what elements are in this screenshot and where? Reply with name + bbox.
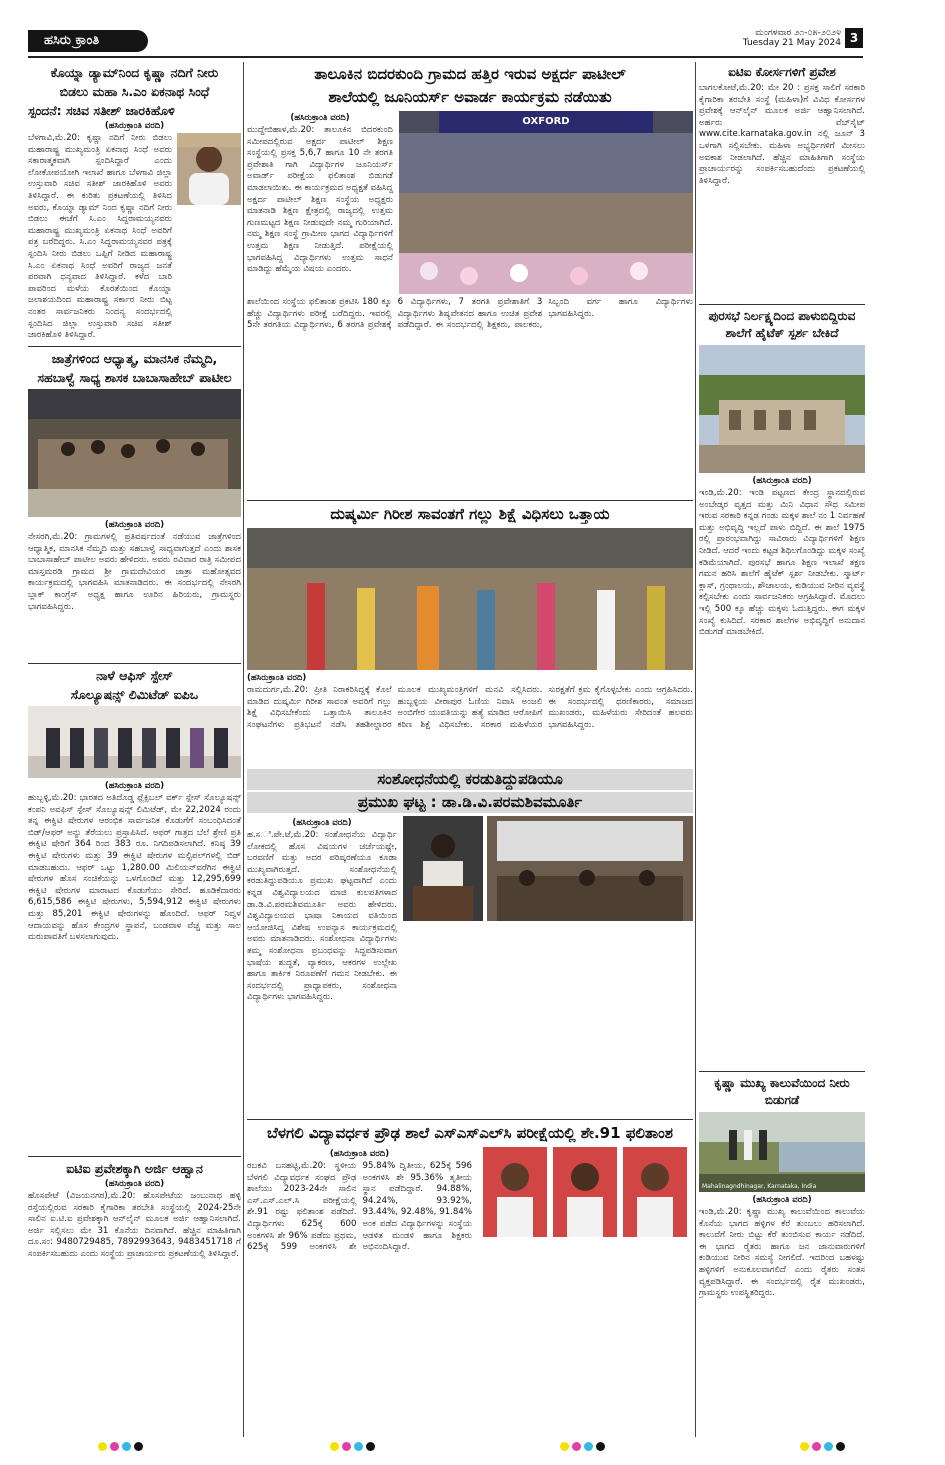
topper-students-photo (477, 1147, 693, 1237)
divider (699, 1071, 865, 1072)
seminar-stage-photo (487, 816, 693, 921)
article-ipo-text: ಹುಬ್ಬಳ್ಳಿ,ಮೆ.20: ಭಾರತದ ಅತಿದೊಡ್ಡ ಫ್ಲೆಕ್ಸಿಬಲ್ ವರ್ಕ್ ಸ್ಪೇಸ್ ಸೊಲ್ಯೂಷನ್ಸ್ ಕಂಪನಿ ಅವಫಿಸ್ ಸ್ಪೇಸ್ ಸೊಲ್ಯೂಷನ್ಸ್ ಲಿಮಿಟೆಡ್, ಮೇ 22,2024 ರಂದು ತನ್ನ ಈಕ್ವಿಟಿ ಷೇರುಗಳ ಆರಂಭಿಕ ಸಾರ್ವಜನಿಕ ಕೊಡುಗೆಗೆ ಸಂಬಂಧಿಸಿದಂತೆ ಬಿಡ್/ಆಫರ್ ಅನ್ನು ತೆರೆಯಲು ಪ್ರಸ್ತಾಪಿಸಿದೆ. ಆಫರ್ ಗಾತ್ರದ ಬೆಲೆ ಶ್ರೇಣಿ ಪ್ರತಿ ಈಕ್ವಿಟಿ ಷೇರಿಗೆ 364 ರಿಂದ 383 ರೂ. ನಿಗದಿಪಡಿಸಲಾಗಿದೆ. ಕನಿಷ್ಠ 39 ಈಕ್ವಿಟಿ ಷೇರುಗಳು ಮತ್ತು 39 ಈಕ್ವಿಟಿ ಷೇರುಗಳ ಮಲ್ಟಿಪಲ್‌ಗಳಲ್ಲಿ ಬಿಡ್ ಮಾಡಬಹುದು. ಆಫರ್ ಒಟ್ಟು 1,280.00 ಮಿಲಿಯನ್‌ವರೆಗಿನ ಈಕ್ವಿಟಿ ಷೇರುಗಳ ಹೊಸ ಸಂಚಿಕೆಯನ್ನು ಒಳಗೊಂಡಿದೆ ಮತ್ತು 12,295,699 ಈಕ್ವಿಟಿ ಷೇರುಗಳ ಮಾರಾಟದ ಕೊಡುಗೆಯು ಸೇರಿದೆ. ಹೂಡಿಕೆದಾರರು 6,615,586 ಈಕ್ವಿಟಿ ಷೇರುಗಳು, 5,594,912 ಈಕ್ವಿಟಿ ಷೇರುಗಳು ಮತ್ತು 85,201 ಈಕ್ವಿಟಿ ಷೇರುಗಳನ್ನು ಹೊಂದಿದೆ. ಆಫರ್ ನಿವ್ವಳ ಆದಾಯವನ್ನು ಹೊಸ ಕೇಂದ್ರಗಳ ಸ್ಥಾಪನೆ, ಬಂಡವಾಳ ವೆಚ್ಚ ಮತ್ತು ಸಾಲ ಮರುಪಾವತಿಗೆ ಬಳಸಲಾಗುವುದು. (28, 793, 241, 943)
article-award-text-b: ಶಾಲೆಯಿಂದ ಸಂಸ್ಥೆಯ ಫಲಿತಾಂಶ ಪ್ರಕಟಿಸಿ 180 ಕ್ಕೂ ಹೆಚ್ಚು ವಿದ್ಯಾರ್ಥಿಗಳು ಪರೀಕ್ಷೆ ಬರೆದಿದ್ದರು. ಇವರಲ್ಲಿ 5ನೇ ತರಗತಿಯ ವಿದ್ಯಾರ್ಥಿಗಳು, 6 ತರಗತಿ ಪ್ರವೇಶಕ್ಕೆ 6 ವಿದ್ಯಾರ್ಥಿಗಳು, 7 ತರಗತಿ ಪ್ರವೇಶಾತಿಗೆ 3 ವಿದ್ಯಾರ್ಥಿಗಳು ಶಿಷ್ಯವೇತನದ ಹಾಗೂ ಉಚಿತ ಪ್ರವೇಶ ಪಡೆದಿದ್ದಾರೆ. ಈ ಸಂದರ್ಭದಲ್ಲಿ ಶಿಕ್ಷಕರು, ಪಾಲಕರು, ಸಿಬ್ಬಂದಿ ವರ್ಗ ಹಾಗೂ ವಿದ್ಯಾರ್ಥಿಗಳು ಭಾಗವಹಿಸಿದ್ದರು. (247, 297, 693, 331)
headline-protest: ದುಷ್ಕರ್ಮಿ ಗಿರೀಶ ಸಾವಂತಗೆ ಗಲ್ಲು ಶಿಕ್ಷೆ ವಿಧಿಸಲು ಒತ್ತಾಯ (330, 505, 610, 523)
print-registration-marks (800, 1442, 845, 1452)
divider (28, 663, 241, 664)
headline-research-2: ಪ್ರಮುಖ ಘಟ್ಟ : ಡಾ.ಡಿ.ವಿ.ಪರಮಶಿವಮೂರ್ತಿ (247, 792, 693, 813)
divider (28, 346, 241, 347)
newspaper-title: ಹಸಿರು ಕ್ರಾಂತಿ (28, 30, 148, 52)
masthead (28, 28, 863, 54)
protest-photo (247, 528, 693, 670)
column-center (247, 62, 693, 1322)
byline: (ಹಸಿರುಕ್ರಾಂತಿ ವರದಿ) (104, 121, 165, 131)
print-registration-marks (98, 1442, 143, 1452)
award-article-top (247, 111, 693, 294)
byline: (ಹಸಿರುಕ್ರಾಂತಿ ವರದಿ) (752, 1195, 812, 1205)
column-divider (695, 62, 696, 1437)
divider (247, 500, 693, 501)
byline: (ಹಸಿರುಕ್ರಾಂತಿ ವರದಿ) (104, 520, 165, 530)
date-english: Tuesday 21 May 2024 (742, 38, 841, 48)
divider (28, 1156, 241, 1157)
minister-photo (177, 133, 241, 205)
article-iti-application-text: ಹೊಸಪೇಟೆ (ವಿಜಯನಗರ),ಮೆ.20: ಹೊಸಪೇಟೆಯ ಜಂಬುನಾಥ ಹಳ್ಳಿ ರಸ್ತೆಯಲ್ಲಿರುವ ಸರಕಾರಿ ಕೈಗಾರಿಕಾ ತರಬೇತಿ ಸಂಸ್ಥೆಯಲ್ಲಿ 2024-25ನೇ ಸಾಲಿನ ಐ.ಟಿ.ಐ ಪ್ರವೇಶಕ್ಕಾಗಿ ಆನ್‌ಲೈನ್ ಮೂಲಕ ಅರ್ಜಿ ಆಹ್ವಾನಿಸಲಾಗಿದೆ. ಅರ್ಜಿ ಸಲ್ಲಿಸಲು ಮೇ 31 ಕೊನೆಯ ದಿನವಾಗಿದೆ. ಹೆಚ್ಚಿನ ಮಾಹಿತಿಗಾಗಿ ದೂ.ಸಂ: 9480729485, 7892993643, 9483451718 ಗೆ ಸಂಪರ್ಕಿಸಬಹುದು ಎಂದು ಸಂಸ್ಥೆಯ ಪ್ರಾಚಾರ್ಯರು ಪ್ರಕಟಣೆಯಲ್ಲಿ ತಿಳಿಸಿದ್ದಾರೆ. (28, 1191, 241, 1259)
article-krishna-canal-text: ಇಂಡಿ,ಮೆ.20: ಕೃಷ್ಣಾ ಮುಖ್ಯ ಕಾಲುವೆಯಿಂದ ಕಾಲುವೆಯ ಕೊನೆಯ ಭಾಗದ ಹಳ್ಳಿಗಳ ಕೆರೆ ತುಂಬಲು ಹರಿಸಲಾಗಿದೆ. ಕಾಲುವೆಗೆ ನೀರು ಬಿಟ್ಟು ಕೆರೆ ತುಂಬಿಸುವ ಕಾರ್ಯ ನಡೆದಿದೆ. ಈ ಭಾಗದ ರೈತರು ಹಾಗೂ ಜನ ಜಾನುವಾರುಗಳಿಗೆ ಕುಡಿಯುವ ನೀರಿನ ಸಮಸ್ಯೆ ನೀಗಲಿದೆ. ಇದರಿಂದ ಬಹಳಷ್ಟು ಹಳ್ಳಿಗಳಿಗೆ ಅನುಕೂಲವಾಗಲಿದೆ ಎಂದು ರೈತರು ಸಂತಸ ವ್ಯಕ್ತಪಡಿಸಿದ್ದಾರೆ. ಈ ಸಂದರ್ಭದಲ್ಲಿ ರೈತ ಮುಖಂಡರು, ಗ್ರಾಮಸ್ಥರು ಉಪಸ್ಥಿತರಿದ್ದರು. (699, 1207, 865, 1299)
column-divider (243, 62, 244, 1437)
speaker-photo (403, 816, 483, 921)
article-jatre-text: ನೇಸರಗಿ,ಮೆ.20: ಗ್ರಾಮಗಳಲ್ಲಿ ಪ್ರತಿವರ್ಷದಂತೆ ನಡೆಯುವ ಜಾತ್ರೆಗಳಿಂದ ಆಧ್ಯಾತ್ಮಿಕ, ಮಾನಸಿಕ ನೆಮ್ಮದಿ ಮತ್ತು ಸಹಬಾಳ್ವೆ ಸಾಧ್ಯವಾಗುತ್ತದೆ ಎಂದು ಶಾಸಕ ಬಾಬಾಸಾಹೇಬ್ ಪಾಟೀಲ ಅವರು ಹೇಳಿದರು. ಅವರು ರವಿವಾರ ರಾತ್ರಿ ಸಮೀಪದ ಮಾಸ್ತಮರಡಿ ಗ್ರಾಮದ ಶ್ರೀ ಗ್ರಾಮದೇವಿಯರ ಜಾತ್ರಾ ಮಹೋತ್ಸವದ ಕಾರ್ಯಕ್ರಮದಲ್ಲಿ ಭಾಗವಹಿಸಿ ಮಾತನಾಡಿದರು. ಈ ಸಂದರ್ಭದಲ್ಲಿ ನೇಸರಗಿ ಬ್ಲಾಕ್ ಕಾಂಗ್ರೆಸ್ ಅಧ್ಯಕ್ಷ ಹಾಗೂ ಊರಿನ ಹಿರಿಯರು, ಗ್ರಾಮಸ್ಥರು ಭಾಗವಹಿಸಿದ್ದರು. (28, 532, 241, 612)
byline: (ಹಸಿರುಕ್ರಾಂತಿ ವರದಿ) (104, 781, 165, 791)
research-article (247, 816, 693, 1116)
date-kannada: ಮಂಗಳವಾರ ೨೧-೦೫-೨೦೨೪ (755, 28, 841, 38)
article-research-text: ಹ.ಸ.ಿ.ಪೇ.ಟೆ,ಮೆ.20: ಸಂಶೋಧನೆಯ ವಿದ್ಯಾರ್ಥಿ ಲೋಕದಲ್ಲಿ ಹೊಸ ವಿಷಯಗಳ ಚರ್ಚೆಯಷ್ಟೇ, ಬರವಣಿಗೆ ಮತ್ತು ಅದರ ಪರಿಷ್ಕರಣೆಯೂ ಕೂಡಾ ಮುಖ್ಯವಾಗಿರುತ್ತದೆ. ಸಂಶೋಧನೆಯಲ್ಲಿ ಕರಡುತಿದ್ದುಪಡಿಯೂ ಪ್ರಮುಖ ಘಟ್ಟವಾಗಿದೆ ಎಂದು ಕನ್ನಡ ವಿಶ್ವವಿದ್ಯಾಲಯದ ಮಾಜಿ ಕುಲಪತಿಗಳಾದ ಡಾ.ಡಿ.ವಿ.ಪರಮಶಿವಮೂರ್ತಿ ಅವರು ಹೇಳಿದರು. ವಿಶ್ವವಿದ್ಯಾಲಯದ ಭಾಷಾ ನಿಕಾಯದ ವತಿಯಿಂದ ಆಯೋಜಿಸಿದ್ದ ವಿಶೇಷ ಉಪನ್ಯಾಸ ಕಾರ್ಯಕ್ರಮದಲ್ಲಿ ಅವರು ಮಾತನಾಡಿದರು. ಸಂಶೋಧನಾ ವಿದ್ಯಾರ್ಥಿಗಳು ತಮ್ಮ ಸಂಶೋಧನಾ ಪ್ರಬಂಧವನ್ನು ಸಿದ್ಧಪಡಿಸುವಾಗ ಭಾಷೆಯ ಶುದ್ಧತೆ, ವ್ಯಾಕರಣ, ಆಕರಗಳ ಉಲ್ಲೇಖ ಹಾಗೂ ತಾರ್ಕಿಕ ನಿರೂಪಣೆಗೆ ಗಮನ ನೀಡಬೇಕು. ಈ ಸಂದರ್ಭದಲ್ಲಿ ಪ್ರಾಧ್ಯಾಪಕರು, ಸಂಶೋಧನಾ ವಿದ್ಯಾರ್ಥಿಗಳು ಭಾಗವಹಿಸಿದ್ದರು. (247, 830, 397, 1003)
canal-photo (699, 1112, 865, 1192)
print-registration-marks (560, 1442, 605, 1452)
byline: (ಹಸಿರುಕ್ರಾಂತಿ ವರದಿ) (104, 1179, 165, 1189)
banner-text: OXFORD (522, 116, 570, 127)
headline-iti-courses: ಐಟಿಐ ಕೋರ್ಸಗಳಿಗೆ ಪ್ರವೇಶ (728, 65, 836, 79)
headline-school-neglect: ಪುರಸಭೆ ನಿರ್ಲಕ್ಷ್ಯದಿಂದ ಪಾಳುಬಿದ್ದಿರುವ ಶಾಲೆಗೆ ಹೈಟೆಕ್ ಸ್ಪರ್ಶ ಬೇಕಿದೆ (708, 309, 856, 340)
article-school-neglect-text: ಇಂಡಿ,ಮೆ.20: ಇಂಡಿ ಪಟ್ಟಣದ ಕೇಂದ್ರ ಸ್ಥಾನದಲ್ಲಿರುವ ಅಂಬೇಡ್ಕರ ವೃತ್ತದ ಮತ್ತು ಮಿನಿ ವಿಧಾನ ಸೌಧ ಸಮೀಪ ಇರುವ ಸರಕಾರಿ ಕನ್ನಡ ಗಂಡು ಮಕ್ಕಳ ಶಾಲೆ ನಂ 1 ನಿರ್ವಹಣೆ ಮತ್ತು ಅಭಿವೃದ್ಧಿ ಇಲ್ಲದೆ ಪಾಳು ಬಿದ್ದಿದೆ. ಈ ಶಾಲೆ 1975 ರಲ್ಲಿ ಪ್ರಾರಂಭವಾಗಿದ್ದು ಸಾವಿರಾರು ವಿದ್ಯಾರ್ಥಿಗಳಿಗೆ ಶಿಕ್ಷಣ ನೀಡಿದೆ. ಆದರೆ ಇಂದು ಕಟ್ಟಡ ಶಿಥಿಲಗೊಂಡಿದ್ದು ಮಕ್ಕಳ ಸಂಖ್ಯೆ ಕಡಿಮೆಯಾಗಿದೆ. ಪುರಸಭೆ ಹಾಗೂ ಶಿಕ್ಷಣ ಇಲಾಖೆ ತಕ್ಷಣ ಗಮನ ಹರಿಸಿ ಶಾಲೆಗೆ ಹೈಟೆಕ್ ಸ್ಪರ್ಶ ನೀಡಬೇಕು. ಸ್ಮಾರ್ಟ್ ಕ್ಲಾಸ್, ಗ್ರಂಥಾಲಯ, ಶೌಚಾಲಯ, ಕುಡಿಯುವ ನೀರಿನ ವ್ಯವಸ್ಥೆ ಕಲ್ಪಿಸಬೇಕು ಎಂದು ಸಾರ್ವಜನಿಕರು ಆಗ್ರಹಿಸಿದ್ದಾರೆ. ಮೊದಲು ಇಲ್ಲಿ 500 ಕ್ಕೂ ಹೆಚ್ಚು ಮಕ್ಕಳು ಓದುತ್ತಿದ್ದರು. ಈಗ ಮಕ್ಕಳ ಸಂಖ್ಯೆ ಕುಸಿದಿದೆ. ಸರಕಾರ ಶಾಲೆಗಳ ಅಭಿವೃದ್ಧಿಗೆ ಅನುದಾನ ಬಿಡುಗಡೆ ಮಾಡಬೇಕಿದೆ. (699, 488, 865, 638)
headline-research-1: ಸಂಶೋಧನೆಯಲ್ಲಿ ಕರಡುತಿದ್ದುಪಡಿಯೂ (247, 769, 693, 790)
byline: (ಹಸಿರುಕ್ರಾಂತಿ ವರದಿ) (752, 476, 812, 486)
masthead-date (743, 28, 841, 48)
article-award-text-a: ಮುದ್ದೇಬಿಹಾಳ,ಮೆ.20: ತಾಲೂಕಿನ ಬಿದರಕುಂದಿ ಸಮೀಪದಲ್ಲಿರುವ ಅಕ್ಷರ್ದ ಪಾಟೀಲ್ ಶಿಕ್ಷಣ ಸಂಸ್ಥೆಯಲ್ಲಿ ಪ್ರಸಕ್ತ 5,6,7 ಹಾಗೂ 10 ನೇ ತರಗತಿ ಪ್ರವೇಶಾತಿ ಗಾಗಿ ವಿದ್ಯಾರ್ಥಿಗಳ ಜೂನಿಯರ್ಸ್ ಅವಾರ್ಡ್ ಪರೀಕ್ಷೆಯ ಫಲಿತಾಂಶ ಬಿಡುಗಡೆ ಮಾಡಲಾಯಿತು. ಈ ಕಾರ್ಯಕ್ರಮದ ಅಧ್ಯಕ್ಷತೆ ವಹಿಸಿದ್ದ ಅಕ್ಷರ್ದ ಪಾಟೀಲ್ ಶಿಕ್ಷಣ ಸಂಸ್ಥೆಯ ಅಧ್ಯಕ್ಷರು ಮಾತನಾಡಿ ಶಿಕ್ಷಣ ಕ್ಷೇತ್ರದಲ್ಲಿ ರಾಜ್ಯದಲ್ಲಿ ಉತ್ತಮ ಗುಣಮಟ್ಟದ ಶಿಕ್ಷಣ ನೀಡುವುದೇ ನಮ್ಮ ಗುರಿಯಾಗಿದೆ. ನಮ್ಮ ಶಿಕ್ಷಣ ಸಂಸ್ಥೆ ಗ್ರಾಮೀಣ ಭಾಗದ ವಿದ್ಯಾರ್ಥಿಗಳಿಗೆ ಉತ್ತಮ ಶಿಕ್ಷಣ ನೀಡುತ್ತಿದೆ. ಪರೀಕ್ಷೆಯಲ್ಲಿ ಭಾಗವಹಿಸಿದ್ದ ವಿದ್ಯಾರ್ಥಿಗಳು ಉತ್ತಮ ಸಾಧನೆ ಮಾಡಿದ್ದು ಹೆಮ್ಮೆಯ ವಿಷಯ ಎಂದರು. (247, 125, 393, 275)
article-iti-courses-text: ಬಾಗಲಕೋಟೆ,ಮೆ.20: ಮೇ 20 : ಪ್ರಸಕ್ತ ಸಾಲಿಗೆ ಸರಕಾರಿ ಕೈಗಾರಿಕಾ ತರಬೇತಿ ಸಂಸ್ಥೆ (ಮಹಿಳಾ)ಗೆ ವಿವಿಧ ಕೋರ್ಸಗಳ ಪ್ರವೇಶಕ್ಕೆ ಆನ್‌ಲೈನ್ ಮೂಲಕ ಅರ್ಜಿ ಆಹ್ವಾನಿಸಲಾಗಿದೆ. ಅರ್ಹರು ವೆಬ್‌ಸೈಟ್ www.cite.karnataka.gov.in ನಲ್ಲಿ ಜೂನ್ 3 ಒಳಗಾಗಿ ಸಲ್ಲಿಸಬೇಕು. ಮಹಿಳಾ ಅಭ್ಯರ್ಥಿಗಳಿಗೆ ಮೀಸಲು ಅವಕಾಶ ನೀಡಲಾಗಿದೆ. ಹೆಚ್ಚಿನ ಮಾಹಿತಿಗಾಗಿ ಸಂಸ್ಥೆಯ ಪ್ರಾಚಾರ್ಯರನ್ನು ಸಂಪರ್ಕಿಸಬಹುದೆಂದು ಪ್ರಕಟಣೆಯಲ್ಲಿ ತಿಳಿಸಿದ್ದಾರೆ. (699, 83, 865, 186)
jatre-event-photo (28, 389, 241, 517)
article-protest-text: ರಾಮದುರ್ಗ,ಮೆ.20: ಪ್ರೀತಿ ನಿರಾಕರಿಸಿದ್ದಕ್ಕೆ ಕೊಲೆ ಮಾಡಿದ ದುಷ್ಕರ್ಮಿ ಗಿರೀಶ ಸಾವಂತ ಅವರಿಗೆ ಗಲ್ಲು ಶಿಕ್ಷೆ ವಿಧಿಸಬೇಕೆಂದು ಒತ್ತಾಯಿಸಿ ತಾಲೂಕಿನ ಸಂಘಟನೆಗಳು ಪ್ರತಿಭಟನೆ ನಡೆಸಿ ತಹಶೀಲ್ದಾರರ ಮೂಲಕ ಮುಖ್ಯಮಂತ್ರಿಗಳಿಗೆ ಮನವಿ ಸಲ್ಲಿಸಿದರು. ಹುಬ್ಬಳ್ಳಿಯ ವೀರಾಪುರ ಓಣಿಯ ನಿವಾಸಿ ಅಂಜಲಿ ಅಂಬಿಗೇರ ಯುವತಿಯನ್ನು ಹತ್ಯೆ ಮಾಡಿದ ಆರೋಪಿಗೆ ಕಠಿಣ ಶಿಕ್ಷೆ ವಿಧಿಸಬೇಕು. ಸರಕಾರ ಮಹಿಳೆಯರ ಸುರಕ್ಷತೆಗೆ ಕ್ರಮ ಕೈಗೊಳ್ಳಬೇಕು ಎಂದು ಆಗ್ರಹಿಸಿದರು. ಈ ಸಂದರ್ಭದಲ್ಲಿ ಧರಣಿಕಾರರು, ಸಮಾಜದ ಮುಖಂಡರು, ಮಹಿಳೆಯರು ಸೇರಿದಂತೆ ಹಲವರು ಭಾಗವಹಿಸಿದ್ದರು. (247, 685, 693, 730)
masthead-rule (28, 56, 863, 58)
headline-jatre-1: ಜಾತ್ರೆಗಳಿಂದ ಆಧ್ಯಾತ್ಮ, ಮಾನಸಿಕ ನೆಮ್ಮದಿ, (51, 351, 218, 366)
ipo-team-photo (28, 706, 241, 778)
headline-award-1: ತಾಲೂಕಿನ ಬಿದರಕುಂದಿ ಗ್ರಾಮದ ಹತ್ತಿರ ಇರುವ ಅಕ್ಷರ್ದ ಪಾಟೀಲ್ (314, 65, 626, 83)
divider (699, 304, 865, 305)
sslc-article (247, 1147, 693, 1322)
award-ceremony-photo (399, 111, 693, 294)
headline-award-2: ಶಾಲೆಯಲ್ಲಿ ಜೂನಿಯರ್ಸ್ ಅವಾರ್ಡ ಕಾರ್ಯಕ್ರಮ ನಡೆಯಿತು (328, 88, 612, 106)
byline: (ಹಸಿರುಕ್ರಾಂತಿ ವರದಿ) (292, 818, 352, 828)
school-building-photo (699, 345, 865, 473)
article-koyna-text: ಬೆಳಗಾವಿ,ಮೆ.20: ಕೃಷ್ಣಾ ನದಿಗೆ ನೀರು ಬಿಡಲು ಮಹಾರಾಷ್ಟ್ರ ಮುಖ್ಯಮಂತ್ರಿ ಏಕನಾಥ ಸಿಂಧೆ ಅವರು ಸಕಾರಾತ್ಮಕವಾಗಿ ಸ್ಪಂದಿಸಿದ್ದಾರೆ ಎಂದು ಲೋಕೋಪಯೋಗಿ ಇಲಾಖೆ ಹಾಗೂ ಬೆಳಗಾವಿ ಜಿಲ್ಲಾ ಉಸ್ತುವಾರಿ ಸಚಿವ ಸತೀಶ್ ಜಾರಕಿಹೊಳಿ ಅವರು ತಿಳಿಸಿದ್ದಾರೆ. ಈ ಕುರಿತು ಪ್ರಕಟಣೆಯಲ್ಲಿ ತಿಳಿಸಿದ ಅವರು, ಕೊಯ್ನಾ ಡ್ಯಾಮ್ ನಿಂದ ಕೃಷ್ಣಾ ನದಿಗೆ ನೀರು ಬಿಡಲು ಈಚೆಗೆ ಸಿ.ಎಂ ಸಿದ್ದರಾಮಯ್ಯನವರು ಮಹಾರಾಷ್ಟ್ರ ಮುಖ್ಯಮಂತ್ರಿ ಏಕನಾಥ ಸಿಂಧೆ ಅವರಿಗೆ ಪತ್ರ ಬರೆದಿದ್ದರು. ಸಿ.ಎಂ ಸಿದ್ದರಾಮಯ್ಯನವರ ಪತ್ರಕ್ಕೆ ಸ್ಪಂದಿಸಿ ನೀರು ಬಿಡಲು ಒಪ್ಪಿಗೆ ನೀಡಿದ ಮಹಾರಾಷ್ಟ್ರ ಸಿ.ಎಂ ಏಕನಾಥ ಸಿಂಧೆ ಅವರಿಗೆ ರಾಜ್ಯದ ಜನತೆ ಪರವಾಗಿ ಧನ್ಯವಾದ ತಿಳಿಸಿದ್ದಾರೆ. ಕಳೆದ ಬಾರಿ ಪಾವರಿಂದ ಮಳೆಯ ಕೊರತೆಯಿಂದ ಕೊಯ್ನಾ ಜಲಾಶಯದಿಂದ ಮಹಾರಾಷ್ಟ್ರ ಸರ್ಕಾರ ನೀರು ಬಿಟ್ಟ ನಂತರ ಸಾರ್ವಜನಿಕರು ನಿಂದನ್ಯ ಸಂದರ್ಭದಲ್ಲಿ ಸ್ಪಂದಿಸಿದ ಜಿಲ್ಲಾ ಉಸ್ತುವಾರಿ ಸಚಿವ ಸತೀಶ್ ಜಾರಕಿಹೊಳಿ ತಿಳಿಸಿದ್ದಾರೆ. (28, 133, 172, 341)
headline-koyna-3: ಸ್ಪಂದನೆ: ಸಚಿವ ಸತೀಶ್ ಜಾರಕಿಹೊಳಿ (28, 103, 175, 118)
byline: (ಹಸಿರುಕ್ರಾಂತಿ ವರದಿ) (247, 673, 307, 683)
column-right (699, 62, 865, 1377)
headline-koyna-2: ಬಿಡಲು ಮಹಾ ಸಿ.ಎಂ ಏಕನಾಥ ಸಿಂಧೆ (59, 84, 210, 99)
headline-iti-application: ಐಟಿಐ ಪ್ರವೇಶಕ್ಕಾಗಿ ಅರ್ಜಿ ಆಹ್ವಾನ (66, 1161, 203, 1176)
map-location-label: Mahalinagndhinagar, Karnataka, India (702, 1183, 817, 1190)
headline-koyna-1: ಕೊಯ್ನಾ ಡ್ಯಾಮ್‌ನಿಂದ ಕೃಷ್ಣಾ ನದಿಗೆ ನೀರು (50, 65, 219, 80)
byline: (ಹಸಿರುಕ್ರಾಂತಿ ವರದಿ) (329, 1149, 390, 1159)
headline-ipo-2: ಸೊಲ್ಯೂಷನ್ಸ್ ಲಿಮಿಟೆಡ್ ಐಪಿಒ (70, 687, 199, 702)
column-left (28, 62, 241, 1341)
article-sslc-text: ರಬಕವಿ ಬನಹಟ್ಟಿ,ಮೆ.20: ಸ್ಥಳೀಯ ಬೆಳಗಲಿ ವಿದ್ಯಾವರ್ಧಕ ಸಂಘದ ಪ್ರೌಢ ಶಾಲೆಯು 2023-24ನೇ ಸಾಲಿನ ಎಸ್.ಎಸ್.ಎಲ್.ಸಿ ಪರೀಕ್ಷೆಯಲ್ಲಿ ಶೇ.91 ರಷ್ಟು ಫಲಿತಾಂಶ ಪಡೆದಿದೆ. ವಿದ್ಯಾರ್ಥಿಗಳು 625ಕ್ಕೆ 600 ಅಂಕಗಳಿಸಿ ಶೇ 96% ಪಡೆದು ಪ್ರಥಮ, 625ಕ್ಕೆ 599 ಅಂಕಗಳಿಸಿ ಶೇ 95.84% ದ್ವಿತೀಯ, 625ಕ್ಕೆ 596 ಅಂಕಗಳಿಸಿ ಶೇ 95.36% ತೃತೀಯ ಸ್ಥಾನ ಪಡೆದಿದ್ದಾರೆ. 94.88%, 94.24%, 93.92%, 93.44%, 92.48%, 91.84% ಅಂಕ ಪಡೆದ ವಿದ್ಯಾರ್ಥಿಗಳನ್ನು ಸಂಸ್ಥೆಯ ಆಡಳಿತ ಮಂಡಳಿ ಹಾಗೂ ಶಿಕ್ಷಕರು ಅಭಿನಂದಿಸಿದ್ದಾರೆ. (247, 1161, 472, 1253)
headline-sslc-result: ಬೆಳಗಲಿ ವಿದ್ಯಾವರ್ಧಕ ಪ್ರೌಢ ಶಾಲೆ ಎಸ್‌ಎಸ್‌ಎಲ್‌ಸಿ ಪರೀಕ್ಷೆಯಲ್ಲಿ ಶೇ.91 ಫಲಿತಾಂಶ (266, 1124, 674, 1142)
headline-jatre-2: ಸಹಬಾಳ್ವೆ ಸಾಧ್ಯ ಶಾಸಕ ಬಾಬಾಸಾಹೇಬ್ ಪಾಟೀಲ (37, 370, 232, 385)
print-registration-marks (330, 1442, 375, 1452)
headline-krishna-canal: ಕೃಷ್ಣಾ ಮುಖ್ಯ ಕಾಲುವೆಯಿಂದ ನೀರು ಬಿಡುಗಡೆ (714, 1076, 850, 1107)
divider (247, 1119, 693, 1120)
headline-ipo-1: ನಾಳೆ ಆಫಿಸ್ ಸ್ಪೇಸ್ (96, 668, 173, 683)
byline: (ಹಸಿರುಕ್ರಾಂತಿ ವರದಿ) (290, 113, 350, 123)
page-number: 3 (845, 28, 863, 48)
